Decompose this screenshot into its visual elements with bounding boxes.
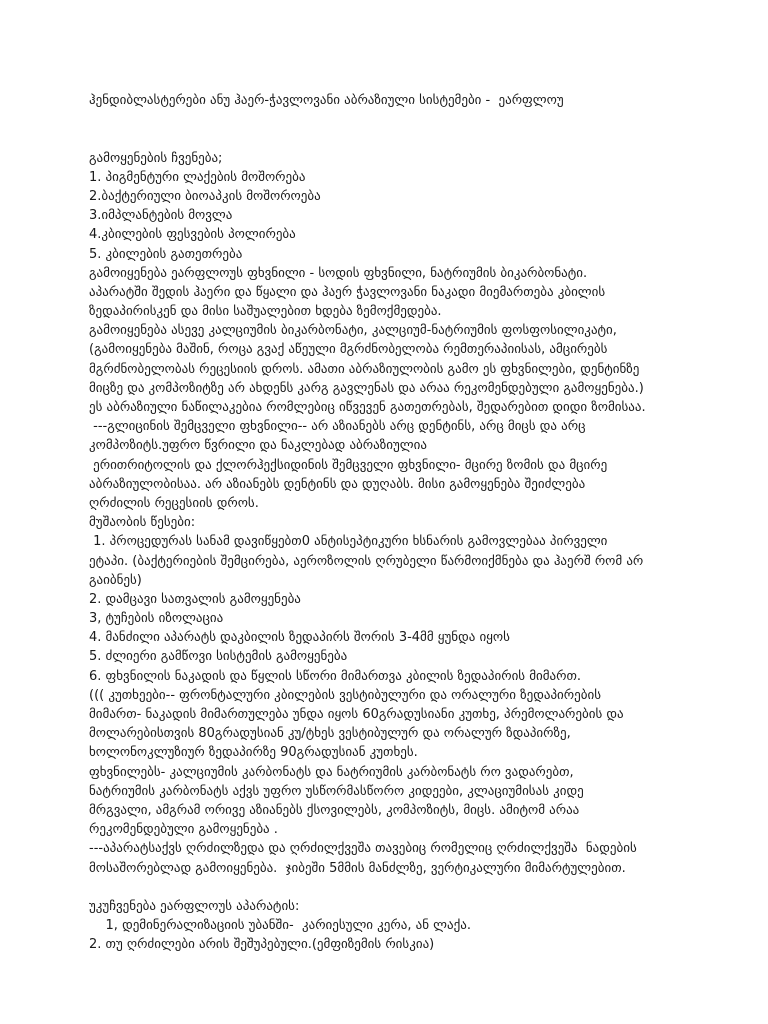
- body-line: ---გლიცინის შემცველი ფხვნილი-- არ აზიანებს არც დენტინს, არც მიცს და არც: [89, 419, 586, 435]
- rules-line: ნატრიუმის კარბონატს აქვს უფრო უსწორმასწორო კიდეები, კლაციუმისას კიდე: [89, 783, 584, 799]
- document-page: [89, 91, 739, 954]
- body-line: მგრძნობელობას რეცესიის დროს. ამათი აბრაზიულობის გამო ეს ფხვნილები, დენტინზე: [89, 361, 640, 377]
- rules-line: ფხვნილებს- კალციუმის კარბონატს და ნატრიუმის კარბონატს რო ვადარებთ,: [89, 764, 574, 780]
- body-line: ღრძილის რეცესიის დროს.: [89, 495, 259, 511]
- body-line: ზედაპირისკენ და მისი საშუალებით ხდება ზემოქმედება.: [89, 304, 442, 320]
- spacer: [89, 878, 739, 897]
- rules-line: 5. ძლიერი გამწოვი სისტემის გამოყენება: [89, 649, 348, 665]
- body-line: ერითრიტოლის და ქლორჰექსიდინის შემცველი ფხვნილი- მცირე ზომის და მცირე: [89, 457, 608, 473]
- body-line: გამოიყენება ასევე კალციუმის ბიკარბონატი, კალციუმ-ნატრიუმის ფოსფოსილიკატი,: [89, 323, 617, 339]
- body-line: აპარატში შედის ჰაერი და წყალი და ჰაერ ჭავლოვანი ნაკადი მიემართება კბილის: [89, 284, 606, 300]
- indications-heading: გამოყენების ჩვენება;: [89, 150, 223, 166]
- body-line: (გამოიყენება მაშინ, როცა გვაქ აწეული მგრძნობელობა რემთერაპიისას, ამცირებს: [89, 342, 608, 358]
- rules-line: 1. პროცედურას სანამ დავიწყებთ0 ანტისეპტიკური ხსნარის გამოვლებაა პირველი: [89, 534, 608, 550]
- rules-line: რეკომენდებული გამოყენება .: [89, 822, 278, 838]
- contraindication-item: 2. თუ ღრძილები არის შეშუპებული.(ემფიზემის რისკია): [89, 937, 435, 953]
- indication-item: 2.ბაქტერიული ბიოაპკის მოშოროება: [89, 188, 321, 204]
- rules-line: ეტაპი. (ბაქტერიების შემცირება, აეროზოლის ღრუბელი წარმოიქმნება და ჰაერშ რომ არ: [89, 553, 644, 569]
- rules-line: ხოლონოკლუზიურ ზედაპირზე 90გრადუსიან კუთხეს.: [89, 745, 418, 761]
- spacer: [89, 110, 739, 129]
- rules-line: გაიბნეს): [89, 572, 142, 588]
- rules-line: 6. ფხვნილის ნაკადის და წყლის სწორი მიმართვა კბილის ზედაპირის მიმართ.: [89, 668, 582, 684]
- rules-line: 4. მანძილი აპარატს დაკბილის ზედაპირს შორის 3-4მმ ყუნდა იყოს: [89, 630, 510, 646]
- indication-item: 1. პიგმენტური ლაქების მოშორება: [89, 169, 306, 185]
- rules-line: 3, ტუჩების იზოლაცია: [89, 611, 224, 627]
- contraindications-heading: უკუჩვენება ეარფლოუს აპარატის:: [89, 898, 300, 914]
- rules-line: ---აპარატსაქვს ღრძილზედა და ღრძილქვეშა თავებიც რომელიც ღრძილქვეშა ნადების: [89, 841, 637, 857]
- indication-item: 5. კბილების გათეთრება: [89, 246, 243, 262]
- rules-line: მრგვალი, ამგრამ ორივე აზიანებს ქსოვილებს, კომპოზიტს, მიცს. ამიტომ არაა: [89, 802, 580, 818]
- rules-line: ((( კუთხეები-- ფრონტალური კბილების ვესტიბულური და ორალური ზედაპირების: [89, 687, 601, 703]
- body-line: გამოიყენება ეარფლოუს ფხვნილი - სოდის ფხვნილი, ნატრიუმის ბიკარბონატი.: [89, 265, 588, 281]
- rules-heading: მუშაობის წესები:: [89, 515, 196, 531]
- body-line: კომპოზიტს.უფრო წვრილი და ნაკლებად აბრაზიულია: [89, 438, 427, 454]
- body-line: ეს აბრაზიული ნაწილაკებია რომლებიც იწვევენ გათეთრებას, შედარებით დიდი ზომისაა.: [89, 400, 646, 415]
- indication-item: 3.იმპლანტების მოვლა: [89, 208, 233, 224]
- rules-line: მოლარებისთვის 80გრადუსიან კუ/ტხეს ვესტიბულურ და ორალურ ზდაპირზე,: [89, 726, 571, 742]
- rules-line: 2. დამცავი სათვალის გამოყენება: [89, 591, 301, 607]
- body-line: მიცზე და კომპოზიტზე არ ახდენს კარგ გავლენას და არაა რეკომენდებული გამოყენება.): [89, 380, 644, 396]
- contraindication-item: 1, დემინერალიზაციის უბანში- კარიესული კერა, ან ლაქა.: [89, 918, 471, 934]
- body-line: აბრაზიულობისაა. არ აზიანებს დენტინს და დუღაბს. მისი გამოყენება შეიძლება: [89, 476, 586, 492]
- spacer: [89, 129, 739, 148]
- indication-item: 4.კბილების ფესვების პოლირება: [89, 227, 296, 243]
- rules-line: მოსაშორებლად გამოიყენება. ჯიბეში 5მმის მანძლზე, ვერტიკალური მიმარტულებით.: [89, 860, 626, 876]
- document-title: ჰენდიბლასტერები ანუ ჰაერ-ჭავლოვანი აბრაზიული სისტემები - ეარფლოუ: [89, 93, 564, 108]
- rules-line: მიმართ- ნაკადის მიმართულება უნდა იყოს 60გრადუსიანი კუთხე, პრემოლარების და: [89, 707, 624, 722]
